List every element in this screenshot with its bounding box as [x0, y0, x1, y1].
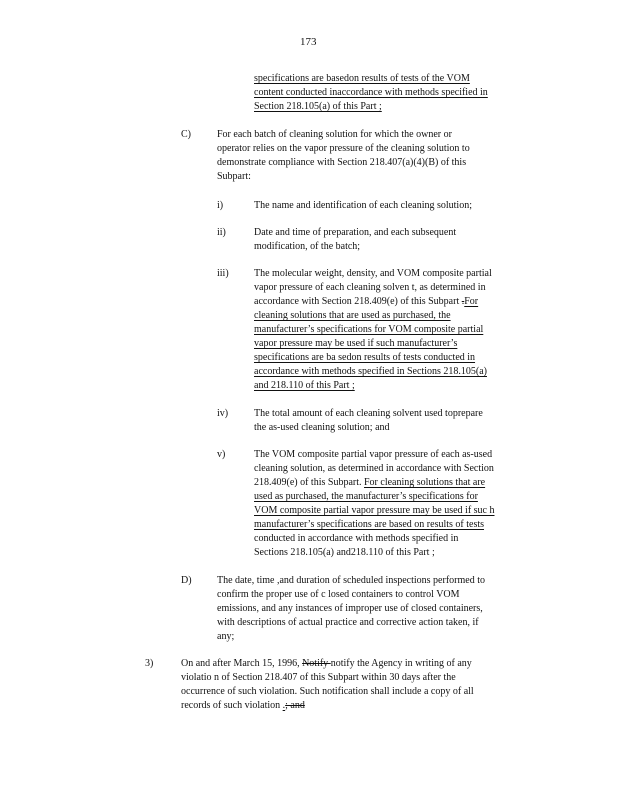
sub-iii-inserted-line-6: and 218.110 of this Part ;	[254, 380, 355, 391]
item-c-line-3: demonstrate compliance with Section 218.407(a)(4)(B) of this	[217, 157, 467, 168]
sub-iii-inserted-line-1: cleaning solutions that are used as purchased, the	[254, 310, 451, 321]
sub-ii-label: ii)	[217, 227, 226, 238]
sub-v-line-3-text: 218.409(e) of this Subpart.	[254, 477, 364, 488]
item-d-line-3: emissions, and any instances of improper use of closed containers,	[217, 603, 483, 614]
sub-v-line-2: cleaning solution, as determined in accordance with Section	[254, 463, 494, 474]
sub-iii-inserted-line-3: vapor pressure may be used if such manufacturer’s	[254, 338, 458, 349]
sub-v-tail-line-2: Sections 218.105(a) and218.110 of this Part ;	[254, 547, 435, 558]
item-d-line-2: confirm the proper use of c losed containers to control VOM	[217, 589, 460, 600]
sub-iii-label: iii)	[217, 268, 229, 279]
sub-iii-struck-period: .	[461, 296, 465, 307]
sub-iii-line-3	[254, 295, 478, 309]
item-c-line-4: Subpart:	[217, 171, 251, 182]
intro-line-3: Section 218.105(a) of this Part ;	[254, 101, 382, 112]
item-c-label: C)	[181, 129, 191, 140]
item-3-struck-notify: Notify	[302, 658, 331, 669]
sub-iv-line-1: The total amount of each cleaning solvent used toprepare	[254, 408, 483, 419]
item-d-line-1: The date, time ,and duration of scheduled inspections performed to	[217, 575, 485, 586]
item-d-line-5: any;	[217, 631, 235, 642]
item-3-line-4-text: records of such violation	[181, 700, 283, 711]
item-3-line-1-rest: notify the Agency in writing of any	[330, 658, 472, 669]
item-d-label: D)	[181, 575, 192, 586]
item-3-inserted-period: .	[282, 700, 286, 711]
sub-v-inserted-start: For cleaning solutions that are	[364, 477, 486, 488]
sub-v-label: v)	[217, 449, 226, 460]
sub-iii-line-3-text: accordance with Section 218.409(e) of this Subpart	[254, 296, 462, 307]
item-3-line-1-text: On and after March 15, 1996,	[181, 658, 303, 669]
sub-iii-inserted-line-5: accordance with methods specified in Sections 218.105(a)	[254, 366, 487, 377]
item-3-line-1	[181, 657, 472, 671]
item-d-line-4: with descriptions of actual practice and corrective action taken, if	[217, 617, 479, 628]
sub-iv-line-2: the as-used cleaning solution; and	[254, 422, 390, 433]
intro-line-1: specifications are basedon results of tests of the VOM	[254, 73, 470, 84]
sub-v-line-1: The VOM composite partial vapor pressure of each as-used	[254, 449, 493, 460]
sub-iii-line-1: The molecular weight, density, and VOM composite partial	[254, 268, 492, 279]
sub-iii-inserted-line-4: specifications are ba sedon results of tests conducted in	[254, 352, 476, 363]
sub-ii-line-1: Date and time of preparation, and each subsequent	[254, 227, 457, 238]
item-3-line-4	[181, 699, 305, 713]
sub-i-text: The name and identification of each cleaning solution;	[254, 200, 472, 211]
item-3-line-3: occurrence of such violation. Such notification shall include a copy of all	[181, 686, 474, 697]
sub-iii-inserted-for: For	[464, 296, 479, 307]
item-c-line-2: operator relies on the vapor pressure of the cleaning solution to	[217, 143, 470, 154]
sub-iii-inserted-line-2: manufacturer’s specifications for VOM composite partial	[254, 324, 484, 335]
sub-v-line-3	[254, 476, 485, 490]
item-3-struck-and: ; and	[285, 700, 305, 711]
sub-i-label: i)	[217, 200, 224, 211]
item-3-label: 3)	[145, 658, 154, 669]
sub-v-inserted-line-2: VOM composite partial vapor pressure may be used if suc h	[254, 505, 495, 516]
sub-iv-label: iv)	[217, 408, 229, 419]
intro-line-2: content conducted inaccordance with methods specified in	[254, 87, 488, 98]
item-c-line-1: For each batch of cleaning solution for which the owner or	[217, 129, 452, 140]
page-number: 173	[300, 36, 317, 48]
sub-ii-line-2: modification, of the batch;	[254, 241, 361, 252]
sub-v-inserted-line-3: manufacturer’s specifications are based on results of tests	[254, 519, 485, 530]
item-3-line-2: violatio n of Section 218.407 of this Subpart within 30 days after the	[181, 672, 456, 683]
sub-v-tail-line-1: conducted in accordance with methods specified in	[254, 533, 459, 544]
sub-iii-line-2: vapor pressure of each cleaning solven t, as determined in	[254, 282, 486, 293]
sub-v-inserted-line-1: used as purchased, the manufacturer’s specifications for	[254, 491, 478, 502]
